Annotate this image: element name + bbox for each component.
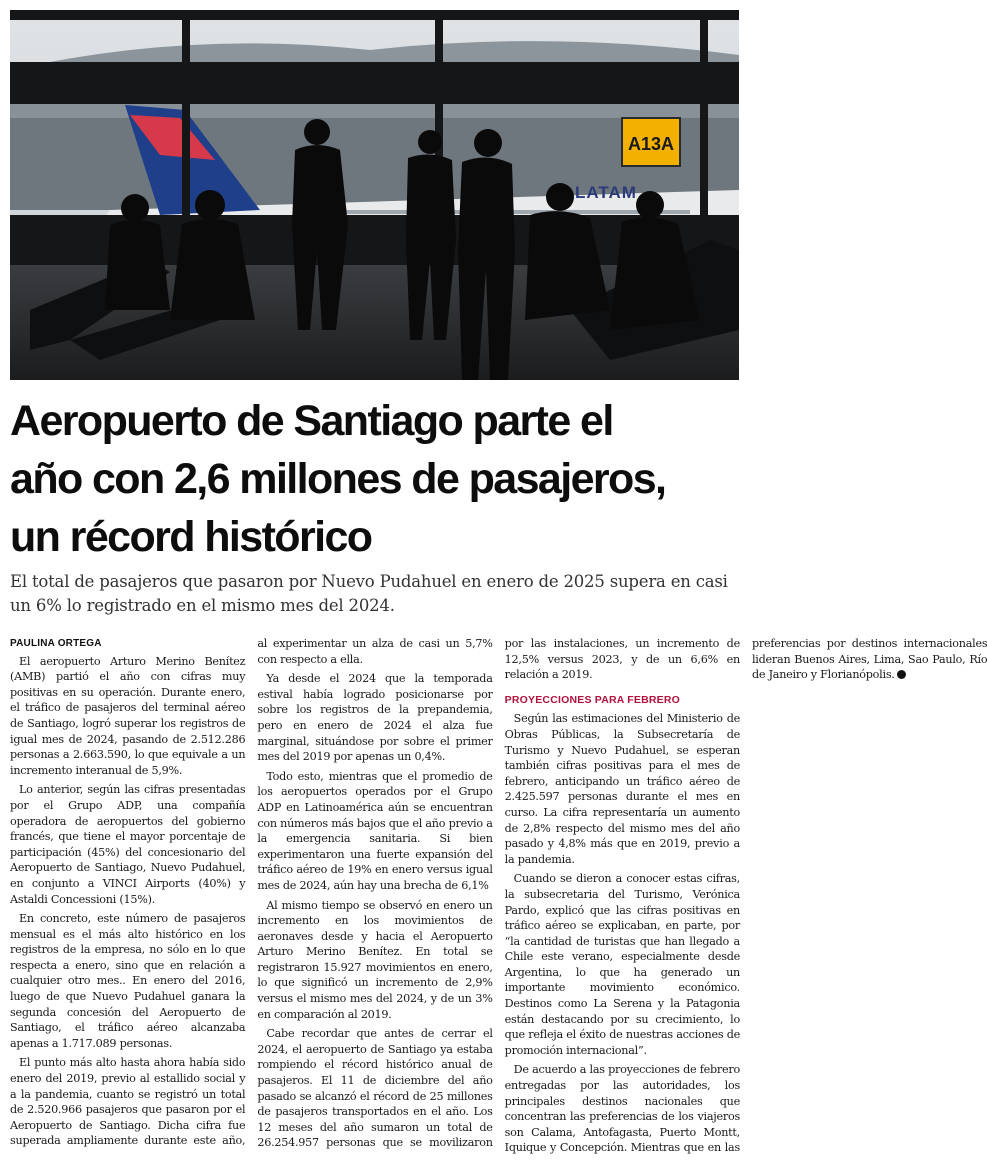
article-body bbox=[10, 636, 987, 1158]
headline-line: Aeropuerto de Santiago parte el bbox=[10, 397, 613, 445]
article-photo bbox=[10, 10, 739, 380]
body-paragraph: El punto más alto hasta ahora había sido enero del 2019, previo al estallido social y a la pandemia, cuanto se registró un total de 2.520.966 pasajeros que pasaron por el Aeropuerto de Santiago. Dicha cifra fue superada ampliamente durante este año, al experimentar un alza de casi un 5,7% con respecto a ella. bbox=[10, 637, 493, 1148]
body-paragraph: En concreto, este número de pasajeros mensual es el más alto histórico en los registros de la empresa, no sólo en lo que respecta a enero, sino que en relación a cualquier otro mes.. En enero del 2016, luego de que Nuevo Pudahuel ganara la segunda concesión del Aeropuerto de Santiago, el tráfico aéreo alcanzaba apenas a 1.717.089 personas. bbox=[10, 912, 246, 1050]
headline-line: año con 2,6 millones de pasajeros, bbox=[10, 455, 666, 503]
subheadline: El total de pasajeros que pasaron por Nuevo Pudahuel en enero de 2025 supera en casi un 6% lo registrado en el mismo mes del 2024. bbox=[10, 572, 728, 615]
end-of-article-icon bbox=[897, 670, 906, 679]
headline-line: un récord histórico bbox=[10, 513, 372, 561]
body-paragraph: El aeropuerto Arturo Merino Benítez (AMB) partió el año con cifras muy positivas en su operación. Durante enero, el tráfico de pasajeros del terminal aéreo de Santiago, logró superar los registros de igual mes de 2024, pasando de 2.512.286 personas a 2.663.590, lo que equivale a un incremento interanual de 5,9%. bbox=[10, 654, 246, 777]
body-paragraph: Al mismo tiempo se observó en enero un incremento en los movimientos de aeronaves desde y hacia el Aeropuerto Arturo Merino Benítez. En total se registraron 15.927 movimientos en enero, lo que significó un incremento de 2,9% versus el mismo mes del 2024, y de un 3% en comparación al 2019. bbox=[257, 898, 493, 1021]
body-paragraph: Según las estimaciones del Ministerio de Obras Públicas, la Subsecretaría de Turismo y Nuevo Pudahuel, se esperan también cifras positivas para el mes de febrero, anticipando un tráfico aéreo de 2.425.597 personas durante el mes en curso. La cifra representaría un aumento de 2,8% respecto del mismo mes del año pasado y 4,8% más que en 2019, previo a la pandemia. bbox=[504, 712, 740, 866]
plane-livery-text: LATAM bbox=[575, 183, 637, 202]
body-paragraph: Ya desde el 2024 que la temporada estival había logrado posicionarse por sobre los registros de la prepandemia, pero en enero de 2024 el alza fue marginal, situándose por sobre el primer mes del 2019 por apenas un 0,4%. bbox=[257, 672, 493, 764]
airport-silhouette-illustration bbox=[10, 10, 739, 380]
body-paragraph: Lo anterior, según las cifras presentadas por el Grupo ADP, una compañía operadora de aeropuertos del gobierno francés, que tiene el mayor porcentaje de participación (45%) del concesionario del Aeropuerto de Santiago, Nuevo Pudahuel, en conjunto a VINCI Airports (40%) y Astaldi Concessioni (15%). bbox=[10, 783, 246, 906]
body-paragraph: Todo esto, mientras que el promedio de los aeropuertos operados por el Grupo ADP en Latinoamérica aún se encuentran con números más bajos que el año previo a la emergencia sanitaria. Si bien experimentaron una fuerte expansión del tráfico aéreo de 19% en enero versus igual mes de 2024, aún hay una brecha de 6,1% bbox=[257, 769, 493, 892]
final-paragraph-text: De acuerdo a las proyecciones de febrero entregadas por las autoridades, los principales destinos nacionales que concentran las preferencias de los viajeros son Calama, Antofagasta, Puerto Montt, Iquique y Concepción. Mientras que en las preferencias por destinos internacionales lideran Buenos Aires, Lima, Sao Paulo, Río de Janeiro y Florianópolis. bbox=[504, 637, 987, 1155]
body-paragraph: Cabe recordar que antes de cerrar el 2024, el aeropuerto de Santiago ya estaba rompiendo el récord histórico anual de pasajeros. El 11 de diciembre del año pasado se alcanzó el récord de 25 millones de pasajeros transportados en el año. Los 12 meses del año sumaron un total de 26.254.957 personas que se movilizaron por las instalaciones, un incremento de 12,5% versus 2023, y de un 6,6% en relación a 2019. bbox=[257, 637, 740, 1150]
section-heading: PROYECCIONES PARA FEBRERO bbox=[504, 693, 681, 706]
byline: PAULINA ORTEGA bbox=[10, 638, 102, 649]
headline bbox=[10, 392, 743, 566]
gate-sign-text: A13A bbox=[627, 134, 675, 154]
body-paragraph: Cuando se dieron a conocer estas cifras, la subsecretaria del Turismo, Verónica Pardo, explicó que las cifras positivas en tráfico aéreo se explicaban, en parte, por “la cantidad de turistas que han llegado a Chile este verano, especialmente desde Argentina, lo que ha generado un importante movimiento económico. Destinos como La Serena y la Patagonia están destacando por su crecimiento, lo que refleja el éxito de nuestras acciones de promoción internacional”. bbox=[504, 872, 740, 1057]
